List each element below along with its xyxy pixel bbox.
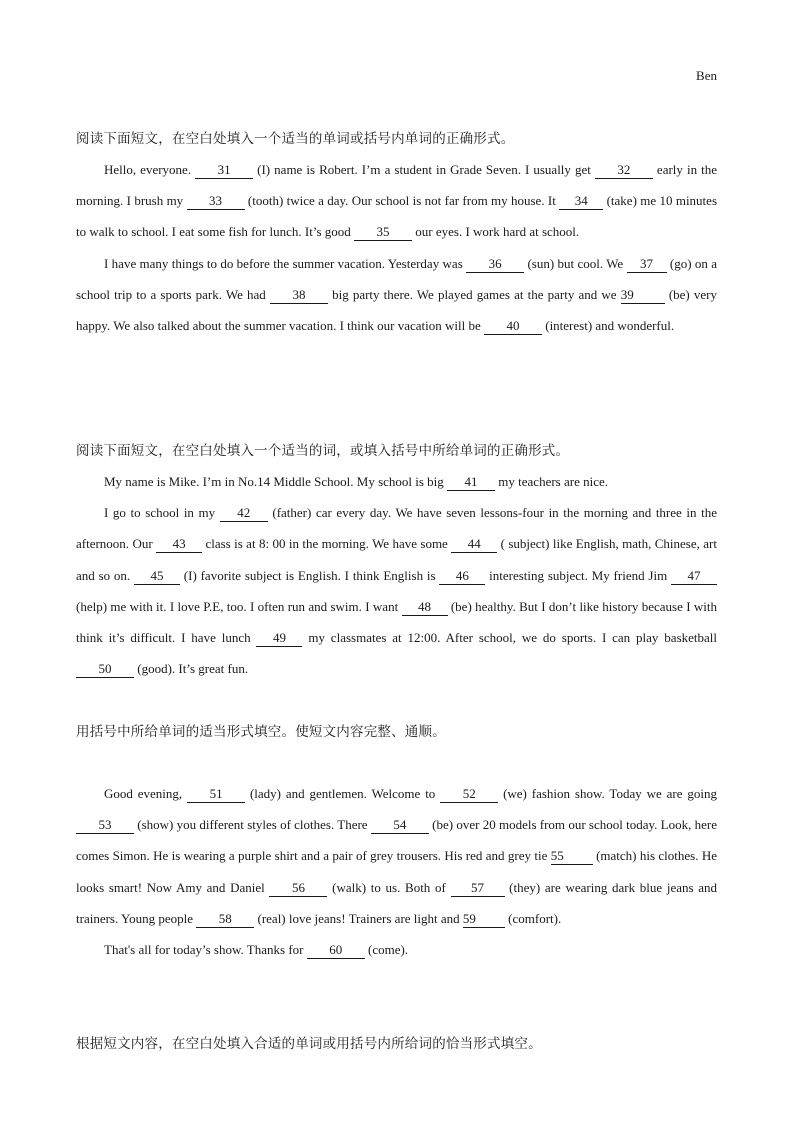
text: my classmates at 12:00. After school, we do sports. I can play basketball [302,630,717,646]
text: (be) over 20 models from our school today. Look, here comes Simon. He is wearing a purple shirt and a pair of grey trousers. His red and grey tie [76,817,718,864]
text: (come). [364,942,409,958]
section-2 [76,441,717,461]
text: (they) are wearing dark blue jeans and trainers. Young people [76,879,717,926]
blank-52[interactable]: 52 [440,787,498,803]
passage-paragraph [76,248,717,342]
blank-55[interactable]: 55 [551,849,593,865]
section-3-body [76,778,717,965]
text: (show) you different styles of clothes. There [134,817,371,833]
passage-paragraph [76,934,717,965]
blank-46[interactable]: 46 [439,569,485,585]
text: (walk) to us. Both of [327,879,451,895]
blank-40[interactable]: 40 [484,319,542,335]
text: (sun) but cool. We [524,255,627,271]
blank-53[interactable]: 53 [76,818,134,834]
blank-58[interactable]: 58 [196,912,254,928]
text: (interest) and wonderful. [541,318,675,334]
blank-32[interactable]: 32 [595,163,653,179]
text: (I) favorite subject is English. I think English is [180,567,440,583]
text: (lady) and gentlemen. Welcome to [245,786,441,801]
text: early in the morning. I brush my [76,162,717,209]
blank-60[interactable]: 60 [307,943,365,959]
section-title: 用括号中所给单词的适当形式填空。使短文内容完整、通顺。 [76,724,446,740]
text: (father) car every day. We have seven lessons-four in the morning and three in the afternoon. Our [76,505,718,552]
blank-41[interactable]: 41 [447,475,495,491]
text: (go) on a school trip to a sports park. We had [76,255,717,302]
text: (we) fashion show. Today we are going [498,786,717,801]
blank-33[interactable]: 33 [187,194,245,210]
passage-paragraph [76,497,717,684]
blank-34[interactable]: 34 [559,194,603,210]
text: (match) his clothes. He looks smart! Now Amy and Daniel [76,848,717,895]
text: (comfort). [504,910,562,926]
text: (be) very happy. We also talked about the summer vacation. I think our vacation will be [76,286,717,334]
text: (I) name is Robert. I’m a student in Grade Seven. I usually get [253,162,595,177]
blank-48[interactable]: 48 [402,600,448,616]
blank-35[interactable]: 35 [354,225,412,241]
section-1-body [76,154,717,341]
text: class is at 8: 00 in the morning. We have some [202,536,452,552]
section-title: 阅读下面短文，在空白处填入一个适当的单词或括号内单词的正确形式。 [76,131,515,147]
section-title: 根据短文内容，在空白处填入合适的单词或用括号内所给词的恰当形式填空。 [76,1036,542,1052]
passage-paragraph [76,466,717,497]
blank-39[interactable]: 39 [621,288,665,304]
text: my teachers are nice. [495,474,609,489]
text: I have many things to do before the summer vacation. Yesterday was [104,255,467,271]
blank-59[interactable]: 59 [463,912,505,928]
section-4 [76,1034,717,1054]
text: interesting subject. My friend Jim [485,567,671,583]
text: big party there. We played games at the party and we [327,286,621,302]
section-3 [76,722,717,742]
blank-49[interactable]: 49 [256,631,302,647]
blank-44[interactable]: 44 [451,537,497,553]
text: (help) me with it. I love P.E, too. I often run and swim. I want [76,598,402,614]
text: (real) love jeans! Trainers are light and [254,910,463,926]
text: Good evening, [104,786,188,801]
blank-56[interactable]: 56 [269,881,327,897]
text: My name is Mike. I’m in No.14 Middle School. My school is big [104,474,448,489]
blank-51[interactable]: 51 [187,787,245,803]
blank-42[interactable]: 42 [220,506,268,522]
blank-45[interactable]: 45 [134,569,180,585]
blank-54[interactable]: 54 [371,818,429,834]
blank-57[interactable]: 57 [451,881,505,897]
section-2-body [76,466,717,684]
text: I go to school in my [104,505,220,521]
blank-38[interactable]: 38 [270,288,328,304]
blank-31[interactable]: 31 [195,163,253,179]
text: (be) healthy. But I don’t like history because I with think it’s difficult. I have lunch [76,598,717,646]
blank-43[interactable]: 43 [156,537,202,553]
blank-50[interactable]: 50 [76,662,134,678]
text: ( subject) like English, math, Chinese, art and so on. [76,536,717,583]
text: That's all for today’s show. Thanks for [104,942,307,958]
text: (tooth) twice a day. Our school is not far from my house. It [244,193,560,209]
section-1 [76,129,717,149]
section-title: 阅读下面短文，在空白处填入一个适当的词，或填入括号中所给单词的正确形式。 [76,443,570,459]
blank-37[interactable]: 37 [627,257,667,273]
passage-paragraph [76,778,717,934]
text: (take) me 10 minutes to walk to school. I eat some fish for lunch. It’s good [76,193,717,240]
blank-47[interactable]: 47 [671,569,717,585]
blank-36[interactable]: 36 [466,257,524,273]
text: Hello, everyone. [104,162,196,177]
passage-paragraph [76,154,717,248]
text: our eyes. I work hard at school. [412,224,580,240]
header-name: Ben [696,68,717,83]
text: (good). It’s great fun. [134,661,249,677]
